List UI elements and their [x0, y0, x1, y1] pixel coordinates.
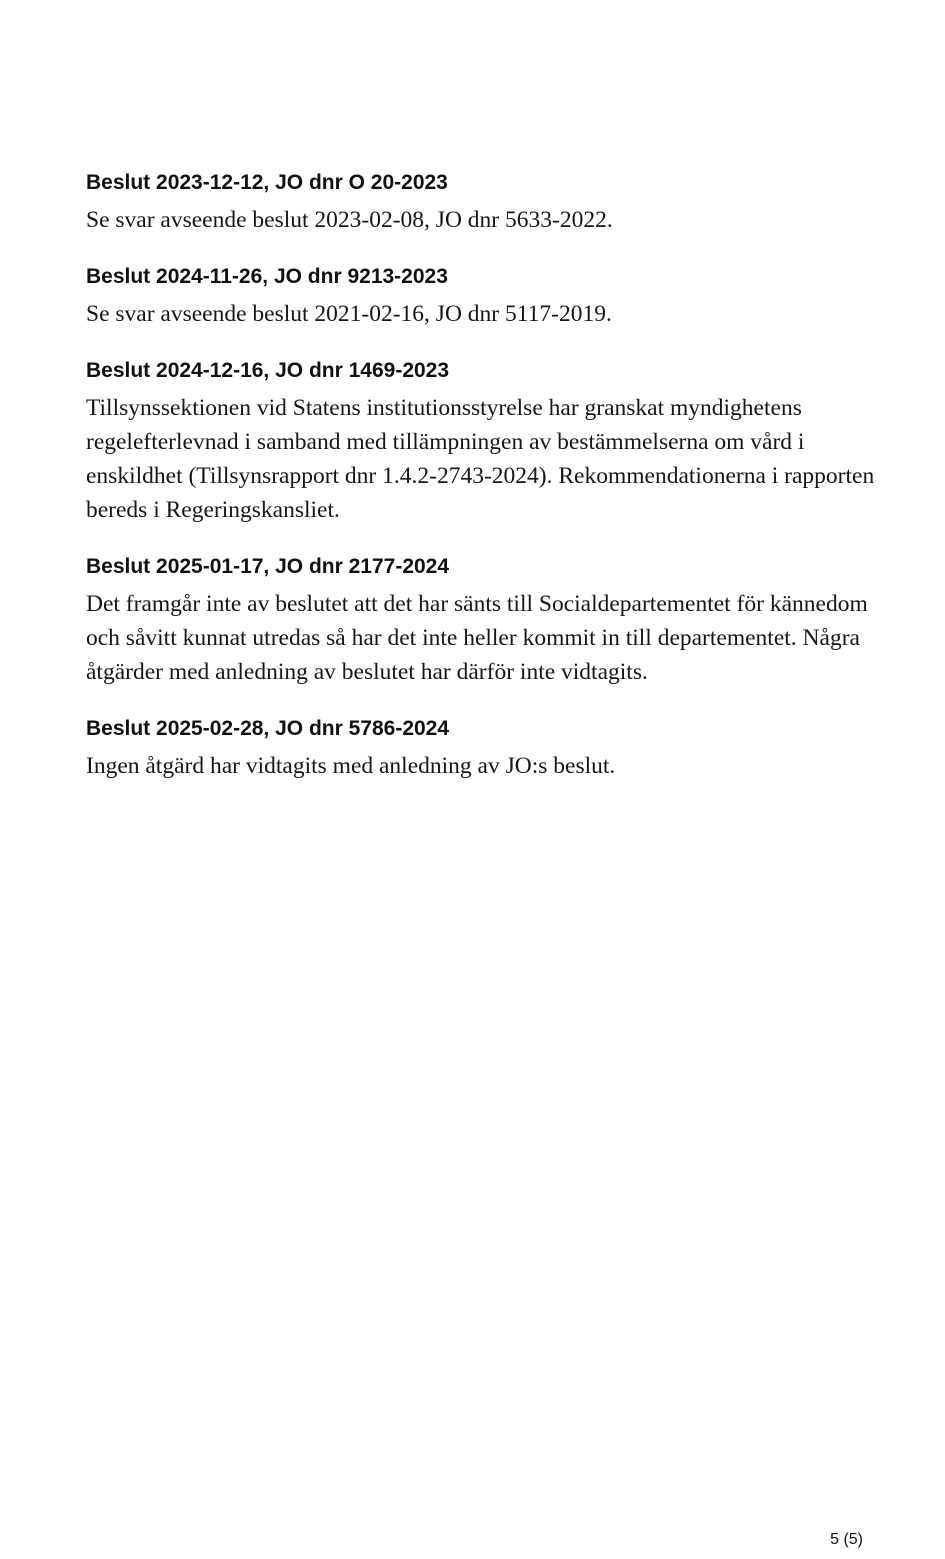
decision-heading: Beslut 2024-11-26, JO dnr 9213-2023 [86, 265, 448, 288]
decision-heading: Beslut 2025-02-28, JO dnr 5786-2024 [86, 717, 450, 740]
page-number: 5 (5) [830, 1531, 863, 1548]
decision-section [86, 168, 876, 237]
decision-response-text: Se svar avseende beslut 2023-02-08, JO dnr 5633-2022. [86, 207, 613, 233]
decision-heading: Beslut 2024-12-16, JO dnr 1469-2023 [86, 359, 450, 382]
decision-section [86, 262, 876, 331]
decision-heading: Beslut 2025-01-17, JO dnr 2177-2024 [86, 555, 450, 578]
decision-response-text: Det framgår inte av beslutet att det har sänts till Socialdepartementet för kännedom och såvitt kunnat utredas så har det inte heller kommit in till departementet. Några åtgärder med anledning av beslutet har därför inte vidtagits. [86, 591, 868, 685]
decision-section [86, 356, 876, 527]
decision-section [86, 552, 876, 689]
decision-response-text: Se svar avseende beslut 2021-02-16, JO dnr 5117-2019. [86, 301, 612, 327]
decision-list [86, 168, 876, 808]
decision-section [86, 714, 876, 783]
decision-response-text: Ingen åtgärd har vidtagits med anledning av JO:s beslut. [86, 753, 616, 779]
decision-response-text: Tillsynssektionen vid Statens institutionsstyrelse har granskat myndighetens regelefterlevnad i samband med tillämpningen av bestämmelserna om vård i enskildhet (Tillsynsrapport dnr 1.4.2-2743-2024). Rekommendationerna i rapporten bereds i Regeringskansliet. [86, 395, 875, 523]
decision-heading: Beslut 2023-12-12, JO dnr O 20-2023 [86, 171, 448, 194]
